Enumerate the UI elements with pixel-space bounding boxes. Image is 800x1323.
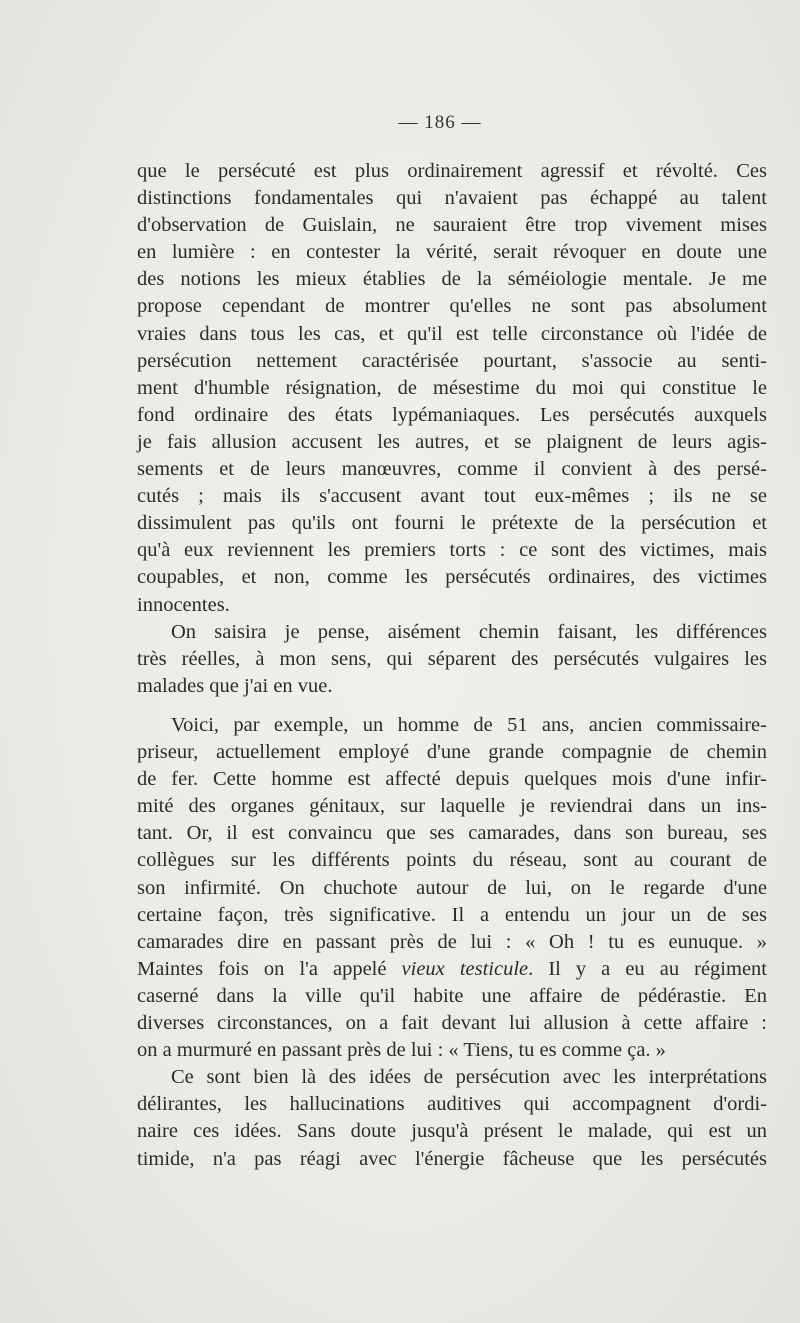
text-line: timide, n'a pas réagi avec l'énergie fâcheuse que les persécutés [137, 1147, 767, 1170]
text-line: je fais allusion accusent les autres, et se plaignent de leurs agis- [137, 430, 767, 453]
text-line: qu'à eux reviennent les premiers torts : ce sont des victimes, mais [137, 539, 767, 562]
text-line: d'observation de Guislain, ne sauraient être trop vivement mises [137, 214, 767, 237]
text-line: Ce sont bien là des idées de persécution avec les interprétations [171, 1066, 767, 1089]
text-line: en lumière : en contester la vérité, serait révoquer en doute une [137, 241, 767, 264]
text-line: mité des organes génitaux, sur laquelle je reviendrai dans un ins- [137, 795, 767, 818]
text-line: diverses circonstances, on a fait devant lui allusion à cette affaire : [137, 1012, 767, 1035]
paragraph [137, 619, 767, 700]
text-line: distinctions fondamentales qui n'avaient pas échappé au talent [137, 187, 767, 210]
text-line: propose cependant de montrer qu'elles ne sont pas absolument [137, 295, 767, 318]
paragraph [137, 158, 767, 619]
italic-phrase: vieux testicule [401, 957, 529, 980]
text-line: persécution nettement caractérisée pourtant, s'associe au senti- [137, 349, 767, 372]
text-line: certaine façon, très significative. Il a entendu un jour un de ses [137, 903, 767, 926]
text-line: cutés ; mais ils s'accusent avant tout eux-mêmes ; ils ne se [137, 485, 767, 508]
text-line: On saisira je pense, aisément chemin faisant, les différences [171, 620, 767, 643]
text-line: innocentes. [137, 593, 230, 616]
text-line: camarades dire en passant près de lui : « Oh ! tu es eunuque. » [137, 930, 767, 953]
text-block-upper [137, 158, 767, 700]
text-line: Voici, par exemple, un homme de 51 ans, ancien commissaire- [171, 714, 767, 736]
text-segment: . Il y a eu au régiment [528, 957, 767, 980]
text-line: sements et de leurs manœuvres, comme il convient à des persé- [137, 458, 767, 481]
text-line: de fer. Cette homme est affecté depuis quelques mois d'une infir- [137, 768, 767, 791]
text-line: collègues sur les différents points du réseau, sont au courant de [137, 849, 767, 872]
text-line: malades que j'ai en vue. [137, 674, 333, 697]
text-line: que le persécuté est plus ordinairement agressif et révolté. Ces [137, 160, 767, 182]
text-line: on a murmuré en passant près de lui : « Tiens, tu es comme ça. » [137, 1039, 666, 1062]
paragraph [137, 1064, 767, 1172]
text-line: délirantes, les hallucinations auditives qui accompagnent d'ordi- [137, 1093, 767, 1116]
text-line-with-italic [137, 956, 767, 983]
text-line: dissimulent pas qu'ils ont fourni le prétexte de la persécution et [137, 512, 767, 535]
text-line: vraies dans tous les cas, et qu'il est telle circonstance où l'idée de [137, 322, 767, 345]
text-line: son infirmité. On chuchote autour de lui, on le regarde d'une [137, 876, 767, 899]
paragraph [137, 712, 767, 1064]
text-block-lower [137, 712, 767, 1173]
text-line: ment d'humble résignation, de mésestime du moi qui constitue le [137, 376, 767, 399]
text-line: coupables, et non, comme les persécutés ordinaires, des victimes [137, 566, 767, 589]
text-line: fond ordinaire des états lypémaniaques. Les persécutés auxquels [137, 403, 767, 426]
text-line: priseur, actuellement employé d'une grande compagnie de chemin [137, 741, 767, 764]
page-number: — 186 — [398, 112, 482, 133]
text-line: très réelles, à mon sens, qui séparent des persécutés vulgaires les [137, 647, 767, 670]
text-line: des notions les mieux établies de la séméiologie mentale. Je me [137, 268, 767, 291]
text-line: caserné dans la ville qu'il habite une affaire de pédérastie. En [137, 984, 767, 1007]
text-line: naire ces idées. Sans doute jusqu'à présent le malade, qui est un [137, 1120, 767, 1143]
text-line: tant. Or, il est convaincu que ses camarades, dans son bureau, ses [137, 822, 767, 845]
text-segment: Maintes fois on l'a appelé [137, 957, 402, 980]
